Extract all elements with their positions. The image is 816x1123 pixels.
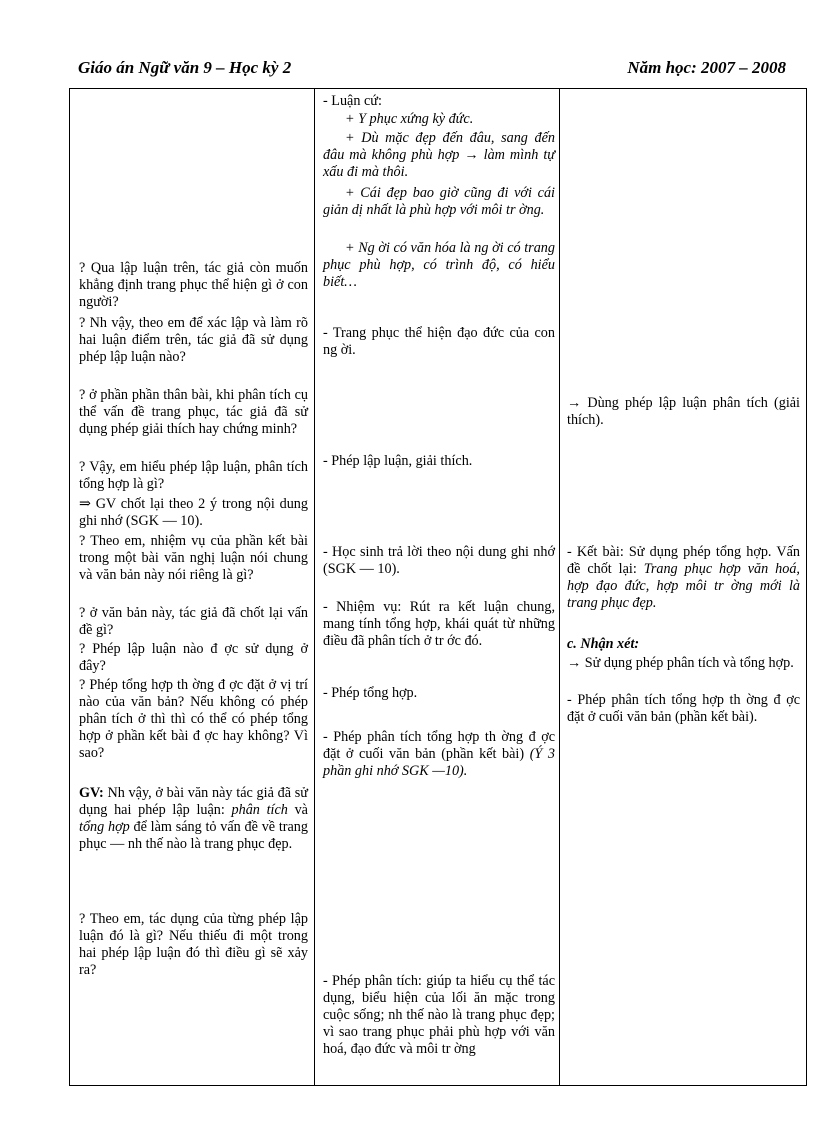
answer-6-text: - Phép phân tích tổng hợp th ờng đ ợc đặt ở cuối văn bản (phần kết bài) (323, 729, 555, 762)
answer-1: - Trang phục thể hiện đạo đức của con ng ời. (323, 325, 555, 358)
answer-4: - Nhiệm vụ: Rút ra kết luận chung, mang tính tổng hợp, khái quát từ những điều đã phân tích ở tr ớc đó. (323, 599, 555, 649)
gv-text-e: để làm sáng tỏ vấn đề về trang phục — nh thế nào là trang phục đẹp. (79, 819, 308, 852)
question-9: ? Phép tổng hợp th ờng đ ợc đặt ở vị trí nào của văn bản? Nếu không có phép phân tích ở thì thì có thể có phép tổng hợp ở phần kết bài đ ợc hay không? Vì sao? (79, 677, 308, 761)
nhan-xet-heading: c. Nhận xét: (567, 636, 640, 652)
table-row (70, 89, 807, 1086)
content-2 (567, 544, 800, 612)
content-column (560, 89, 807, 1086)
answer-6-ref: (Ý 3 phần ghi nhớ SGK —10). (323, 746, 555, 779)
question-4: ? Vậy, em hiểu phép lập luận, phân tích tổng hợp là gì? (79, 459, 308, 492)
header-left: Giáo án Ngữ văn 9 – Học kỳ 2 (78, 58, 292, 77)
gv-label: GV: (79, 785, 104, 801)
content-2-text: - Kết bài: Sử dụng phép tổng hợp. Vấn đề chốt lại: (567, 544, 800, 577)
question-3: ? ở phần phần thân bài, khi phân tích cụ thể vấn đề trang phục, tác giả đã sử dụng phép giải thích hay chứng minh? (79, 387, 308, 437)
question-10: ? Theo em, tác dụng của từng phép lập luận đó là gì? Nếu thiếu đi một trong hai phép lập luận đó thì điều gì sẽ xảy ra? (79, 911, 308, 978)
gv-text-a: Nh vậy, ở bài văn này tác giả đã sử dụng hai phép lập luận: (79, 785, 308, 818)
luan-cu-2: + Dù mặc đẹp đến đâu, sang đến đâu mà không phù hợp → làm mình tự xấu đi mà thôi. (323, 130, 555, 180)
gv-text-b: phân tích (231, 802, 288, 818)
question-5: ⇒ GV chốt lại theo 2 ý trong nội dung ghi nhớ (SGK — 10). (79, 496, 308, 529)
question-6: ? Theo em, nhiệm vụ của phần kết bài trong một bài văn nghị luận nói chung và văn bản này nói riêng là gì? (79, 533, 308, 583)
luan-cu-3: + Cái đẹp bao giờ cũng đi với cái giản dị nhất là phù hợp với môi tr ờng. (323, 185, 555, 218)
luan-cu-4: + Ng ời có văn hóa là ng ời có trang phục phù hợp, có trình độ, có hiểu biết… (323, 240, 555, 290)
luan-cu-1: + Y phục xứng kỳ đức. (345, 111, 474, 127)
answer-2: - Phép lập luận, giải thích. (323, 453, 473, 469)
answer-7: - Phép phân tích: giúp ta hiểu cụ thể tác dụng, biểu hiện của lối ăn mặc trong cuộc sống; nh thế nào là trang phục đẹp; vì sao trang phục phải phù hợp với văn hoá, đạo đức và môi tr ờng (323, 973, 555, 1057)
content-3: → Sử dụng phép phân tích và tổng hợp. (567, 655, 794, 671)
lesson-table (69, 88, 807, 1086)
gv-text-c: và (287, 802, 308, 818)
answer-6 (323, 729, 555, 780)
luan-cu-heading: - Luận cứ: (323, 93, 382, 109)
answer-5: - Phép tổng hợp. (323, 685, 418, 701)
header-right: Năm học: 2007 – 2008 (627, 58, 786, 77)
question-8: ? Phép lập luận nào đ ợc sử dụng ở đây? (79, 641, 308, 674)
content-2-italic: Trang phục hợp văn hoá, hợp đạo đức, hợp môi tr ờng mới là trang phục đẹp. (567, 561, 800, 611)
content-1: → Dùng phép lập luận phân tích (giải thích). (567, 395, 800, 428)
teacher-activity-column (70, 89, 315, 1086)
answer-3: - Học sinh trả lời theo nội dung ghi nhớ (SGK — 10). (323, 544, 555, 577)
student-activity-column (315, 89, 560, 1086)
gv-note (79, 785, 308, 853)
question-7: ? ở văn bản này, tác giả đã chốt lại vấn đề gì? (79, 605, 308, 638)
question-2: ? Nh vậy, theo em để xác lập và làm rõ hai luận điểm trên, tác giả đã sử dụng phép lập luận nào? (79, 315, 308, 365)
gv-text-d: tổng hợp (79, 819, 130, 835)
content-4: - Phép phân tích tổng hợp th ờng đ ợc đặt ở cuối văn bản (phần kết bài). (567, 692, 800, 725)
question-1: ? Qua lập luận trên, tác giả còn muốn khẳng định trang phục thể hiện gì ở con người? (79, 260, 308, 310)
